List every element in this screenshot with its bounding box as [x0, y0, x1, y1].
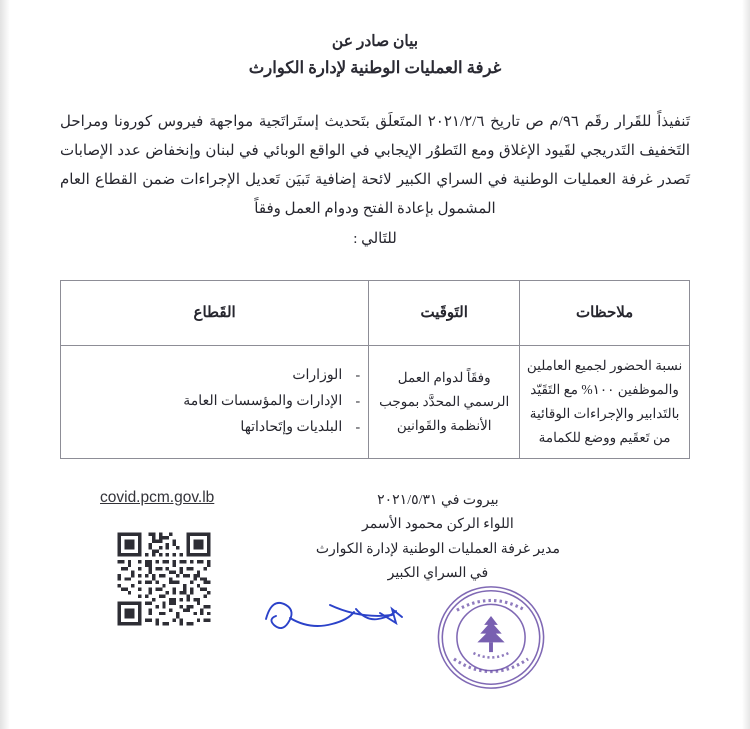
cell-notes: نسبة الحضور لجميع العاملين والموظفين ١٠٠% مع التَقَيّد بالتَدابير والإجراءات الوقائية من تَعقَيم ووضع للكمامة: [520, 345, 690, 458]
header-line-2: غرفة العمليات الوطنية لإدارة الكوارث: [248, 58, 502, 78]
table-row: [61, 345, 690, 458]
place-and-date: بيروت في ٢٠٢١/٥/٣١: [377, 492, 499, 508]
document-body: [60, 108, 690, 254]
signer-name: اللواء الركن محمود الأسمر: [362, 517, 514, 533]
handwritten-signature: [260, 585, 450, 645]
cell-timing: وفقَاً لدوام العمل الرسمي المحدَّد بموجب الأنظمة والقَوانين: [369, 345, 520, 458]
website-link[interactable]: covid.pcm.gov.lb: [100, 488, 215, 506]
signer-title: مدير غرفة العمليات الوطنية لإدارة الكوارث: [315, 541, 560, 557]
document-header: [0, 0, 750, 82]
sector-table-wrapper: [60, 280, 690, 459]
column-header-sector: القَطاع: [61, 280, 369, 345]
body-paragraph: تَنفيذاً للقَرار رقَم ٩٦/م ص تاريخ ٢٠٢١/٢/٦ المتَعلَق بتَحديث إستَراتَجية مواجهة فيروس كورونا ومراحل التَخفيف التَدريجي لقَيود الإغلاق ومع التَطوُر الإيجابي في الواقع الوبائي في لبنان وإنخفاض عدد الإصابات تَصدر غرفة العمليات الوطنية في السراي الكبير لائحة إضافية تَبيَن تَعديل الإجراءات ضمن القطاع العام المشمول بإعادة الفتح ودوام العمل وفقاً: [60, 113, 691, 218]
column-header-timing: التَوقَيت: [369, 280, 520, 345]
column-header-notes: ملاحظات: [520, 280, 690, 345]
list-item: - البلديات وإتَحاداتها: [67, 415, 362, 441]
cell-sector: [61, 345, 369, 458]
sector-list: [67, 363, 362, 441]
signature-block: [316, 489, 560, 587]
list-item: - الإدارات والمؤسسات العامة: [67, 389, 362, 415]
official-seal: [432, 581, 550, 693]
header-line-1: بيان صادر عن: [331, 33, 419, 50]
body-paragraph-tail: للتَالي :: [353, 230, 397, 247]
table-header-row: [61, 280, 690, 345]
web-block: [100, 489, 214, 629]
document-footer: [0, 489, 750, 699]
qr-code: [114, 529, 214, 629]
sector-table: [60, 280, 690, 459]
list-item: - الوزارات: [67, 363, 362, 389]
signer-location: في السراي الكبير: [387, 566, 489, 582]
